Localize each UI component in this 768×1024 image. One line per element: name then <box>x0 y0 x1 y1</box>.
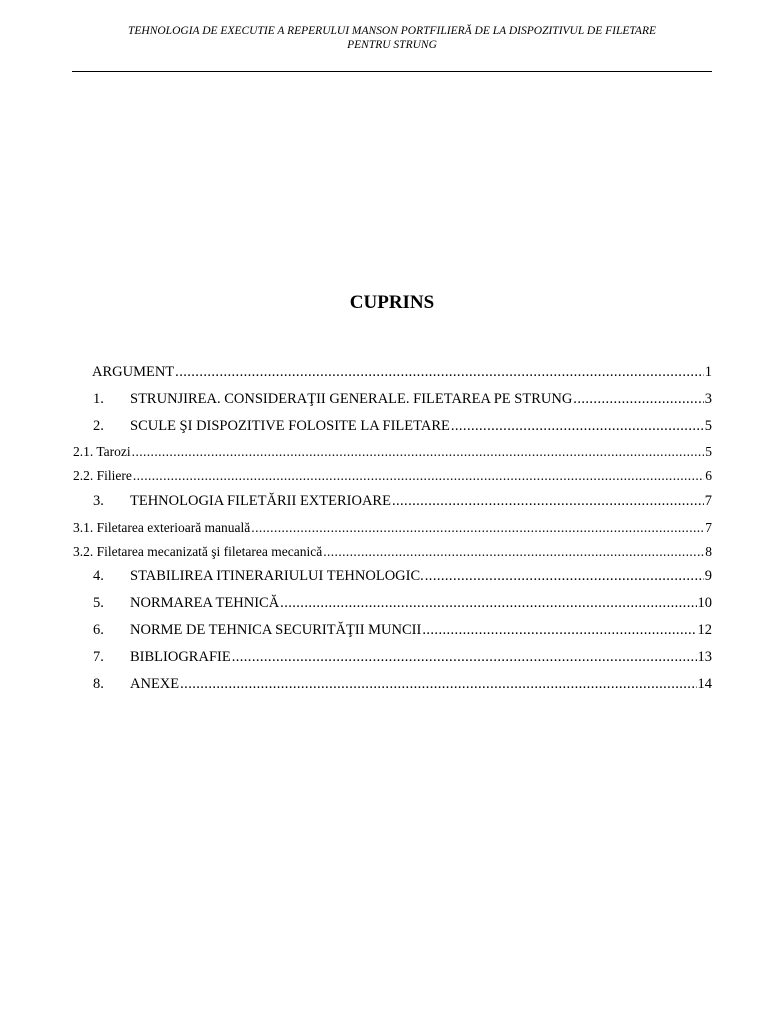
header-divider <box>72 71 712 72</box>
toc-entry-page: 7 <box>705 520 712 535</box>
toc-entry-chapter-3[interactable] <box>92 492 712 510</box>
toc-entry-chapter-8[interactable] <box>92 675 712 693</box>
toc-entry-label: ANEXE <box>130 676 180 692</box>
toc-entry-page: 13 <box>697 649 712 665</box>
header-title-line-2: PENTRU STRUNG <box>347 39 437 51</box>
toc-entry-page: 6 <box>705 468 712 483</box>
toc-entry-label: SCULE ŞI DISPOZITIVE FOLOSITE LA FILETARE <box>130 418 450 434</box>
toc-dot-leader <box>175 363 704 381</box>
toc-entry-label: 3.2. Filetarea mecanizată şi filetarea mecanică <box>73 544 323 559</box>
toc-dot-leader <box>280 594 696 612</box>
toc-entry-label: 2.1. Tarozi <box>73 444 131 459</box>
toc-entry-chapter-1[interactable] <box>92 390 712 408</box>
toc-dot-leader <box>392 492 704 510</box>
toc-dot-leader <box>133 467 704 485</box>
toc-entry-chapter-2[interactable] <box>92 417 712 435</box>
toc-title: CUPRINS <box>349 292 435 313</box>
toc-entry-chapter-6[interactable] <box>92 621 712 639</box>
toc-entry-page: 12 <box>697 622 712 638</box>
toc-entry-label: NORMAREA TEHNICĂ <box>130 595 280 611</box>
toc-entry-chapter-7[interactable] <box>92 648 712 666</box>
toc-dot-leader <box>180 675 696 693</box>
toc-entry-page: 8 <box>705 544 712 559</box>
page-header <box>72 24 712 52</box>
toc-entry-section-2-1[interactable] <box>73 443 712 461</box>
toc-entry-page: 5 <box>704 418 712 434</box>
toc-entry-section-3-1[interactable] <box>73 519 712 537</box>
toc-entry-page: 5 <box>705 444 712 459</box>
toc-dot-leader <box>425 567 704 585</box>
toc-entry-number: 3. <box>93 493 104 509</box>
toc-entry-label: 3.1. Filetarea exterioară manuală <box>73 520 251 535</box>
toc-entry-number: 8. <box>93 676 104 692</box>
toc-entry-label: TEHNOLOGIA FILETĂRII EXTERIOARE <box>130 493 391 509</box>
toc-dot-leader <box>451 417 704 435</box>
toc-entry-label: NORME DE TEHNICA SECURITĂŢII MUNCII <box>130 622 422 638</box>
toc-entry-chapter-4[interactable] <box>92 567 712 585</box>
toc-entry-section-2-2[interactable] <box>73 467 712 485</box>
toc-entry-section-3-2[interactable] <box>73 543 712 561</box>
toc-dot-leader <box>573 390 703 408</box>
toc-entry-label: BIBLIOGRAFIE <box>130 649 231 665</box>
toc-entry-label: STRUNJIREA. CONSIDERAŢII GENERALE. FILETAREA PE STRUNG <box>130 391 573 407</box>
toc-entry-page: 1 <box>704 364 712 380</box>
toc-entry-label: STABILIREA ITINERARIULUI TEHNOLOGIC. <box>130 568 424 584</box>
toc-dot-leader <box>422 621 696 639</box>
header-title-line-1: TEHNOLOGIA DE EXECUTIE A REPERULUI MANSON PORTFILIERĂ DE LA DISPOZITIVUL DE FILETARE <box>127 25 657 37</box>
toc-entry-page: 9 <box>704 568 712 584</box>
toc-entry-number: 7. <box>93 649 104 665</box>
toc-entry-number: 1. <box>93 391 104 407</box>
toc-entry-number: 5. <box>93 595 104 611</box>
toc-entry-page: 10 <box>697 595 712 611</box>
toc-entry-argument[interactable] <box>92 363 712 381</box>
toc-dot-leader <box>232 648 697 666</box>
toc-entry-label: ARGUMENT <box>92 364 175 380</box>
toc-entry-page: 3 <box>704 391 712 407</box>
toc-dot-leader <box>251 519 704 537</box>
toc-dot-leader <box>323 543 704 561</box>
toc-entry-page: 7 <box>704 493 712 509</box>
toc-entry-chapter-5[interactable] <box>92 594 712 612</box>
toc-entry-label: 2.2. Filiere <box>73 468 132 483</box>
toc-dot-leader <box>132 443 705 461</box>
toc-entry-number: 2. <box>93 418 104 434</box>
toc-entry-number: 4. <box>93 568 104 584</box>
toc-entry-page: 14 <box>697 676 712 692</box>
toc-entry-number: 6. <box>93 622 104 638</box>
